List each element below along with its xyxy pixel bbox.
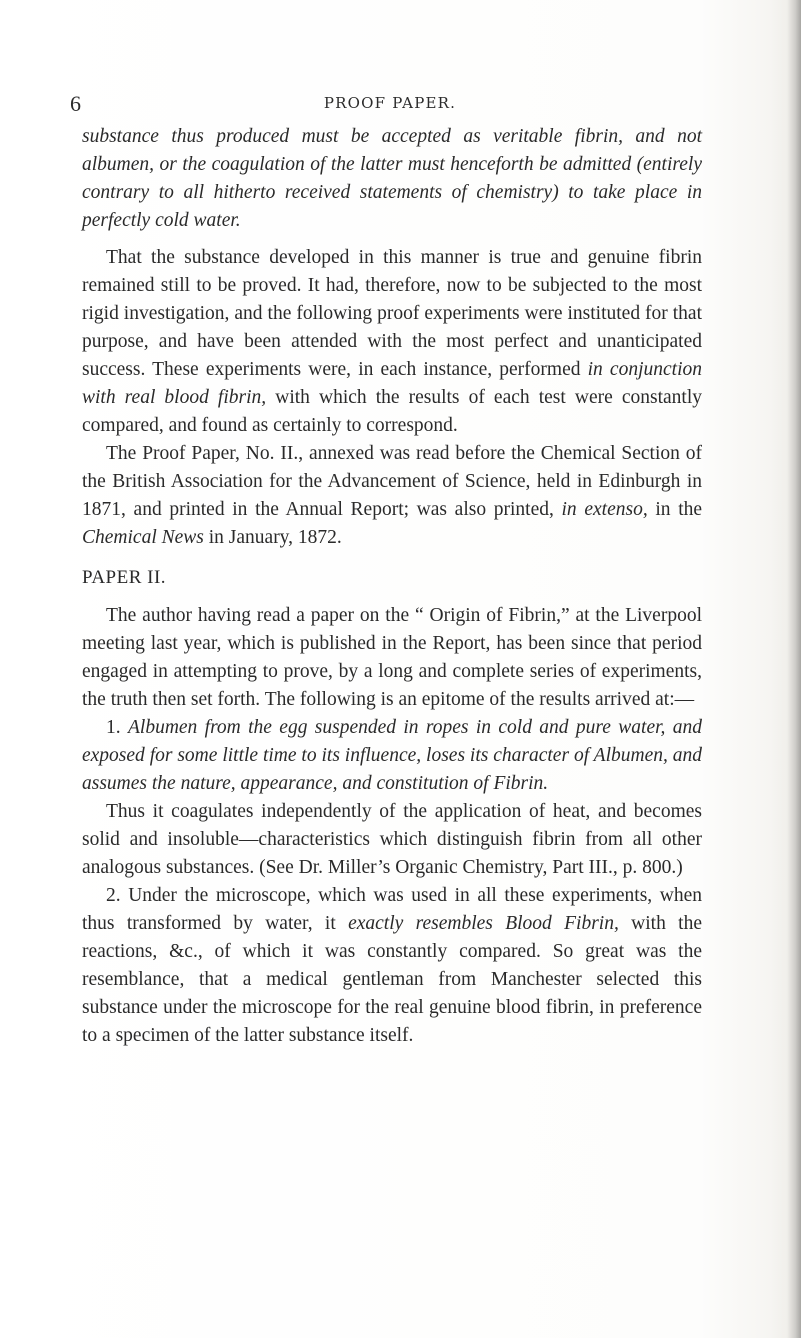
paragraph-text: That the substance developed in this manner is true and genuine fibrin remained still to be proved. It had, therefore, now to be subjected to the most rigid investigation, and the following proof experiments were instituted for that purpose, and have been attended with the most perfect and unanticipated success. These experiments were, in each instance, performed	[82, 247, 702, 380]
paragraph-continuation	[82, 123, 702, 235]
page-edge-shadow	[787, 0, 801, 1338]
paragraph-text: with the reactions, &c., of which it was constantly compared. So great was the resemblance, that a medical gentleman from Manchester selected this substance under the microscope for the real genuine blood fibrin, in preference to a specimen of the latter substance itself.	[82, 913, 702, 1046]
paragraph-intro: The author having read a paper on the “ Origin of Fibrin,” at the Liverpool meeting last year, which is published in the Report, has been since that period engaged in attempting to prove, by a long and complete series of experiments, the truth then set forth. The following is an epitome of the results arrived at:—	[82, 605, 702, 710]
paragraph-text: 2. Under the microscope, which was used in all these experiments, when thus transformed by water, it	[82, 885, 702, 934]
paragraph-text: in the	[647, 499, 703, 520]
paragraph-text: in January, 1872.	[203, 527, 342, 548]
section-heading: PAPER II.	[82, 567, 167, 588]
paragraph-text: The Proof Paper, No. II., annexed was read before the Chemical Section of the British Association for the Advancement of Science, held in Edinburgh in 1871, and printed in the Annual Report; was also printed,	[82, 443, 702, 520]
paragraph-genuine-fibrin	[82, 244, 702, 440]
page-number: 6	[70, 91, 81, 116]
page-body	[82, 123, 702, 1050]
italic-phrase: in extenso,	[561, 499, 648, 520]
list-number: 1.	[106, 717, 128, 738]
italic-journal-title: Chemical News	[82, 527, 204, 548]
page-header	[70, 92, 710, 120]
paragraph-result-1	[82, 714, 702, 798]
paragraph-coagulation: Thus it coagulates independently of the application of heat, and becomes solid and insoluble—characteristics which distinguish fibrin from all other analogous substances. (See Dr. Miller’s Organic Chemistry, Part III., p. 800.)	[82, 801, 702, 878]
italic-phrase: exactly resembles Blood Fibrin,	[348, 913, 619, 934]
running-head: PROOF PAPER.	[323, 94, 457, 112]
paragraph-text: with which the results of each test were constantly compared, and found as certainly to correspond.	[82, 387, 702, 436]
italic-continuation-text: substance thus produced must be accepted as veritable fibrin, and not albumen, or the coagulation of the latter must henceforth be admitted (entirely contrary to all hitherto received statements of chemistry) to take place in perfectly cold water.	[82, 126, 702, 231]
paragraph-proof-paper	[82, 440, 702, 552]
italic-phrase: in conjunction with real blood fibrin,	[82, 359, 702, 408]
italic-statement: Albumen from the egg suspended in ropes in cold and pure water, and exposed for some little time to its influence, loses its character of Albumen, and assumes the nature, appearance, and constitution of Fibrin.	[82, 717, 702, 794]
paragraph-result-2	[82, 882, 702, 1050]
